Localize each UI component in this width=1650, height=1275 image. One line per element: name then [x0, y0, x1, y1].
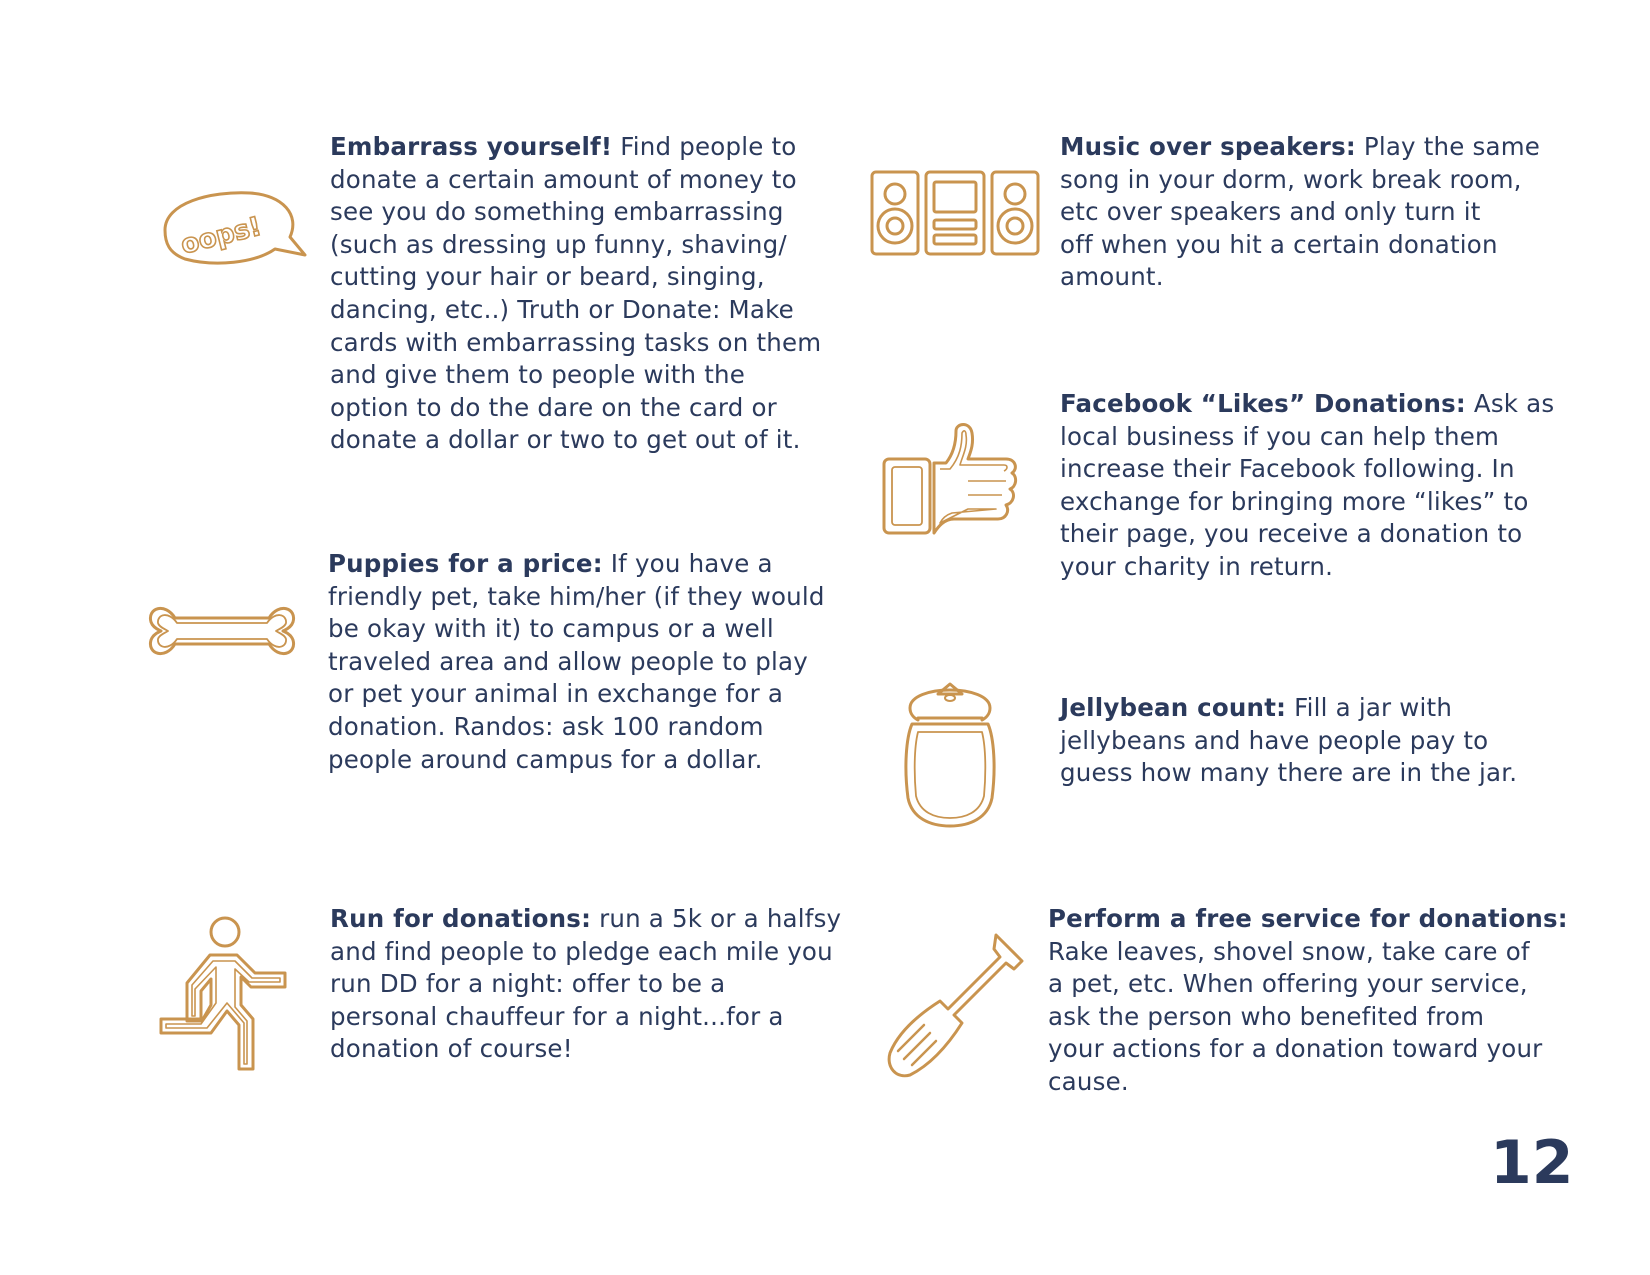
tip-title: Facebook “Likes” Donations:	[1060, 389, 1466, 418]
running-person-icon	[155, 915, 290, 1075]
tip-body: run a 5k or a halfsy and find people to pledge each mile you run DD for a night: offer to be a personal chauffeur for a night...for a donation of course!	[330, 904, 842, 1064]
oops-label: oops!	[177, 211, 265, 261]
tip-body: Ask as local business if you can help them increase their Facebook following. In exchange for bringing more “likes” to their page, you receive a donation to your charity in return.	[1060, 389, 1555, 581]
tip-body: If you have a friendly pet, take him/her (if they would be okay with it) to campus or a well traveled area and allow people to play or pet your animal in exchange for a donation. Randos: ask 100 random people around campus for a dollar.	[328, 549, 825, 774]
stereo-speakers-icon	[870, 170, 1040, 256]
tip-title: Run for donations:	[330, 904, 592, 933]
tip-body: Rake leaves, shovel snow, take care of a pet, etc. When offering your service, ask the person who benefited from your actions for a donation toward your cause.	[1048, 936, 1543, 1096]
tip-facebook-likes	[1060, 388, 1554, 584]
tip-perform-free-service	[1048, 903, 1568, 1099]
tip-music-over-speakers	[1060, 131, 1540, 294]
tip-title: Embarrass yourself!	[330, 132, 613, 161]
oops-speech-bubble-icon	[155, 185, 305, 275]
tip-title: Jellybean count:	[1060, 693, 1287, 722]
page-number: 12	[1490, 1128, 1574, 1198]
tip-title: Puppies for a price:	[328, 549, 603, 578]
tip-embarrass-yourself	[330, 131, 821, 457]
tip-body: Play the same song in your dorm, work break room, etc over speakers and only turn it off when you hit a certain donation amount.	[1060, 132, 1541, 292]
tip-run-for-donations	[330, 903, 841, 1066]
jellybean-jar-icon	[900, 678, 1000, 828]
tip-puppies-for-a-price	[328, 548, 825, 776]
thumbs-up-icon	[882, 423, 1022, 538]
tip-jellybean-count	[1060, 692, 1517, 790]
dog-bone-icon	[147, 596, 297, 666]
tip-body: Find people to donate a certain amount of money to see you do something embarrassing (such as dressing up funny, shaving/ cutting your hair or beard, singing, dancing, etc..) Truth or Donate: Make cards with embarrassing tasks on them and give them to people with the option to do the dare on the card or donate a dollar or two to get out of it.	[330, 132, 822, 455]
tip-title: Perform a free service for donations:	[1048, 904, 1568, 933]
tip-title: Music over speakers:	[1060, 132, 1356, 161]
shovel-icon	[884, 933, 1024, 1078]
tip-body: Fill a jar with jellybeans and have people pay to guess how many there are in the jar.	[1060, 693, 1518, 788]
